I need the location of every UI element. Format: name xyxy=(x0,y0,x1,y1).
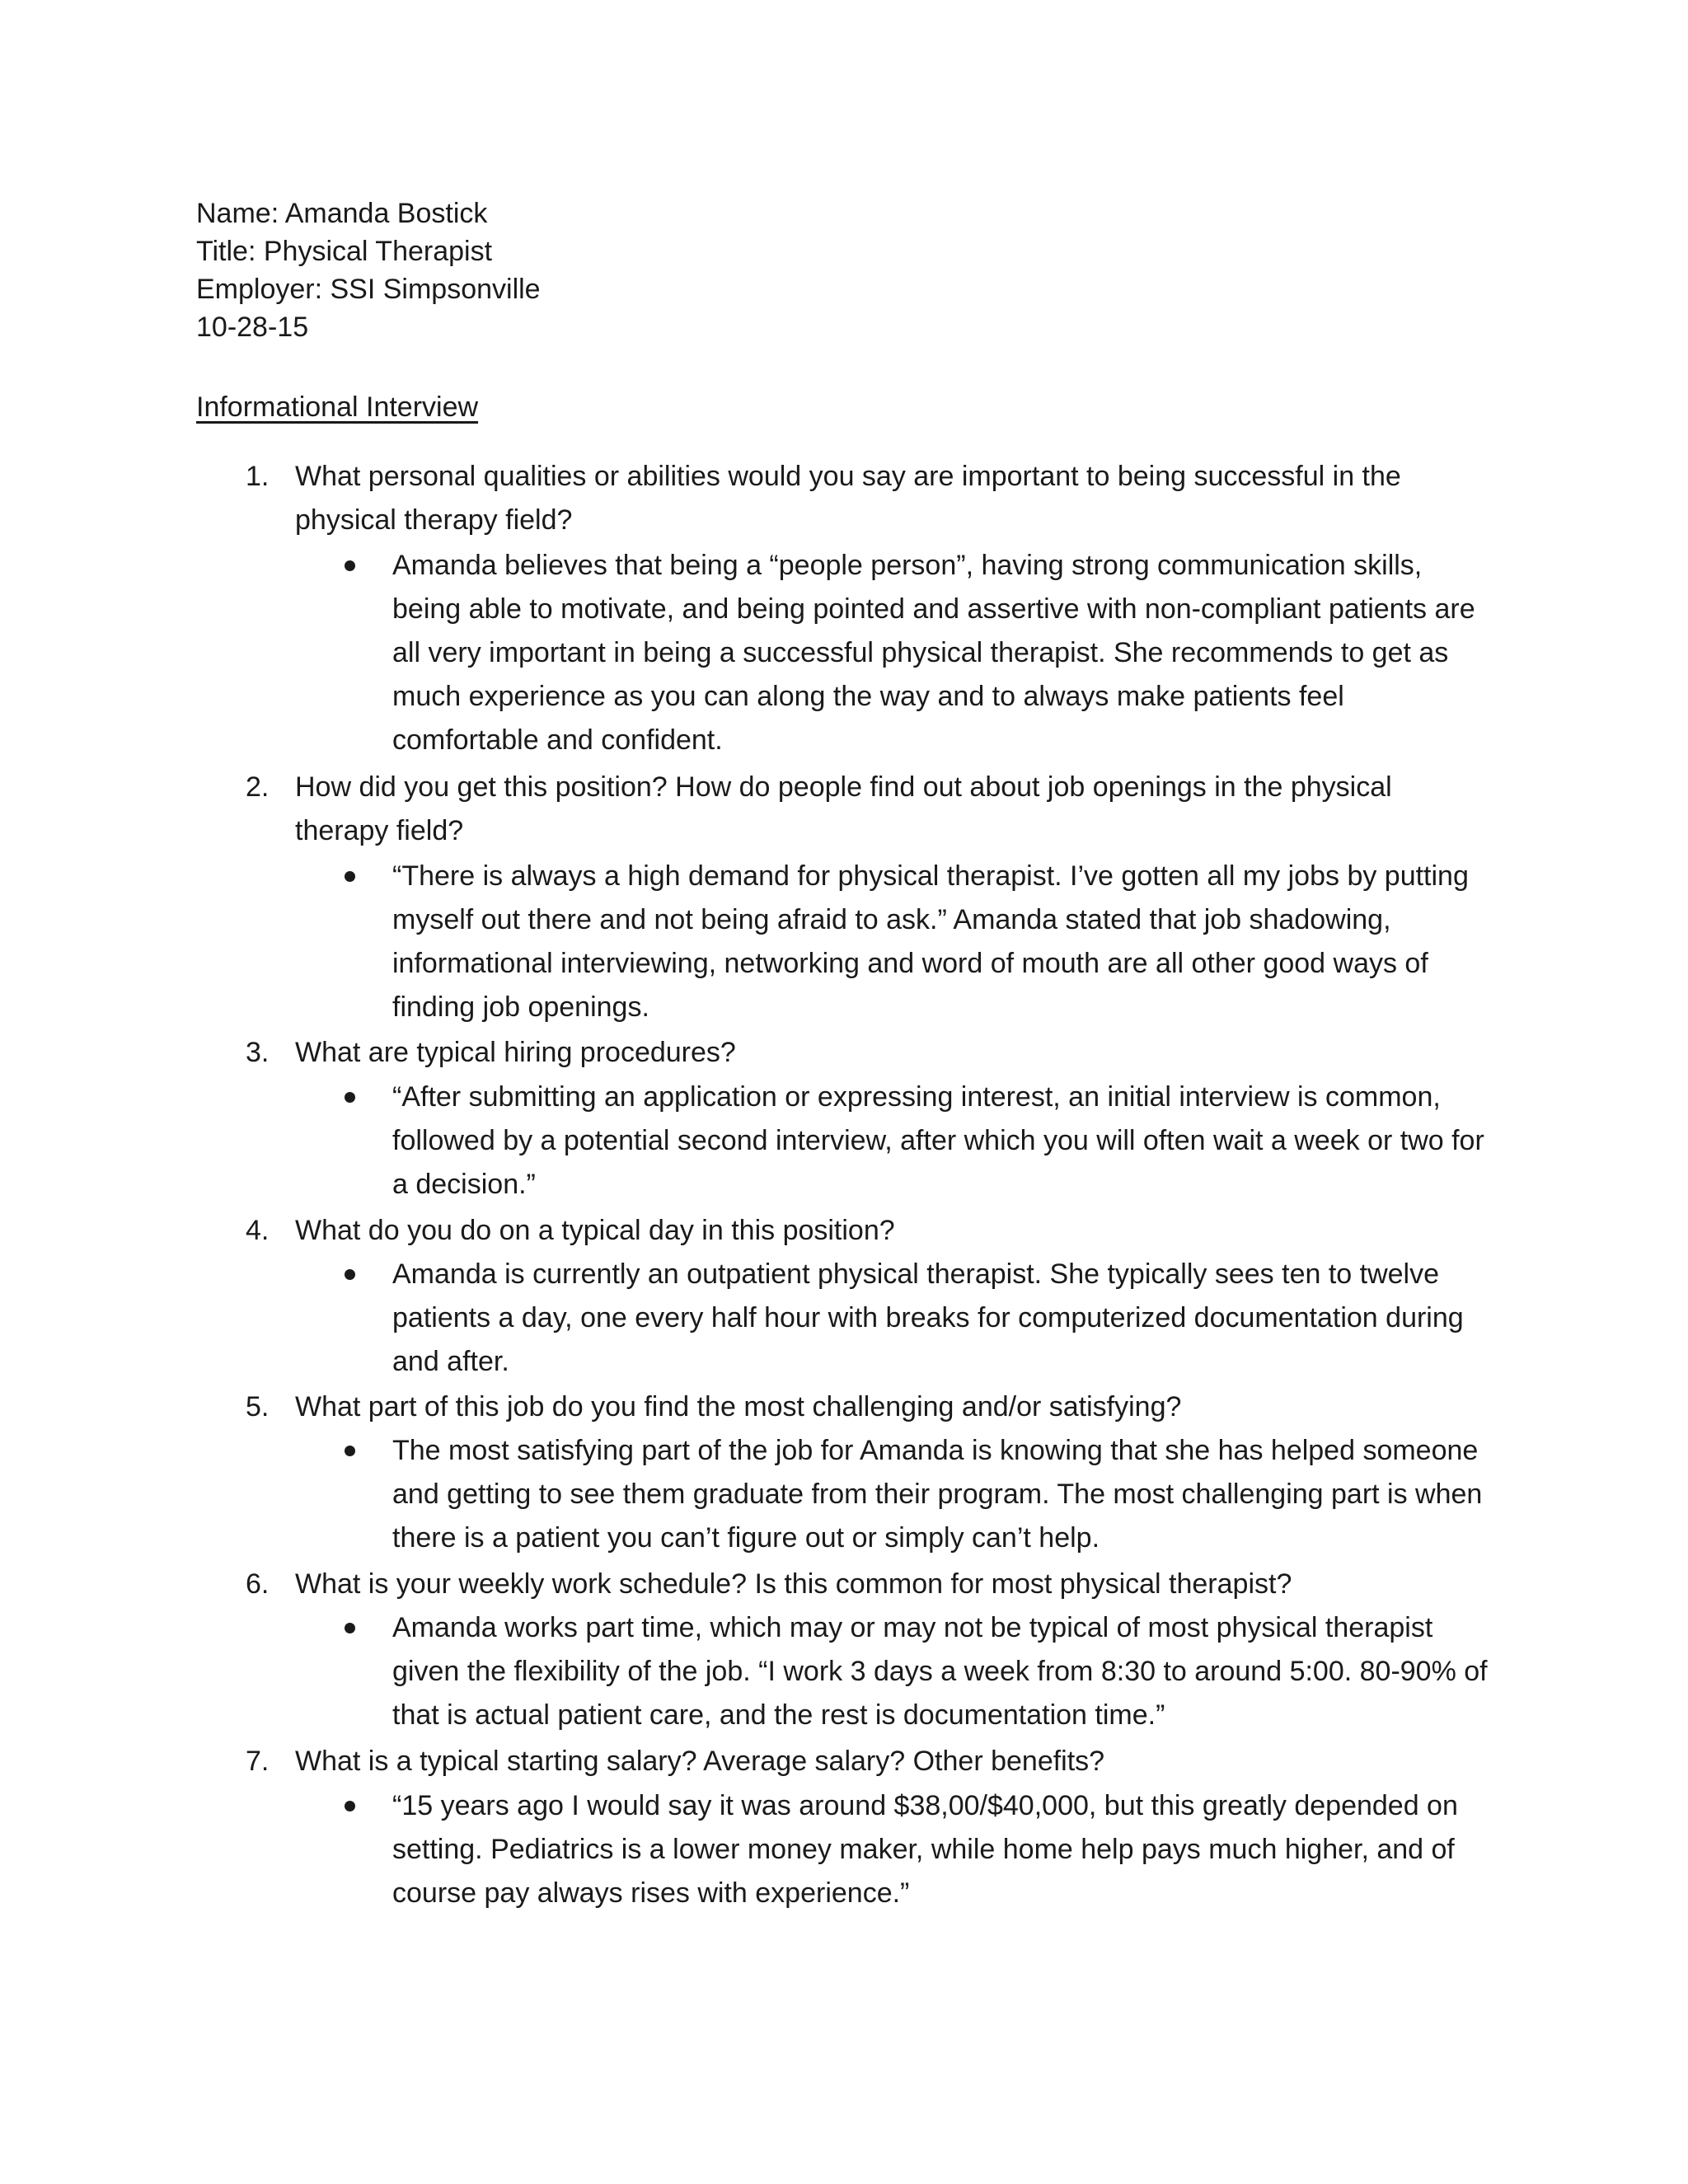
question-text: What are typical hiring procedures? xyxy=(295,1037,736,1068)
bullet-icon xyxy=(345,1076,361,1119)
question-text: What part of this job do you find the most challenging and/or satisfying? xyxy=(295,1391,1182,1422)
answer-text: “After submitting an application or expressing interest, an initial interview is common, followed by a potential second interview, after which you will often wait a week or two for a decision.” xyxy=(392,1081,1484,1200)
bullet-icon xyxy=(345,855,361,898)
interviewee-title: Title: Physical Therapist xyxy=(196,236,493,267)
answer-text: Amanda believes that being a “people person”, having strong communication skills, being able to motivate, and being pointed and assertive with non-compliant patients are all very important in being a successful physical therapist. She recommends to get as much experience as you can along the way and to always make patients feel comfortable and confident. xyxy=(392,550,1475,756)
answer-text: “There is always a high demand for physical therapist. I’ve gotten all my jobs by putting myself out there and not being afraid to ask.” Amanda stated that job shadowing, informational interviewing, networking and word of mouth are all other good ways of finding job openings. xyxy=(392,860,1469,1023)
answer-text: The most satisfying part of the job for Amanda is knowing that she has helped someone and getting to see them graduate from their program. The most challenging part is when there is a patient you can’t figure out or simply can’t help. xyxy=(392,1435,1483,1554)
question-number: 2. xyxy=(246,771,270,803)
answer-text: “15 years ago I would say it was around $38,00/$40,000, but this greatly depended on setting. Pediatrics is a lower money maker, while home help pays much higher, and of course pay always rises with experience.” xyxy=(392,1790,1458,1909)
question-number: 7. xyxy=(246,1746,270,1777)
interview-date: 10-28-15 xyxy=(196,312,309,343)
question-number: 5. xyxy=(246,1391,270,1422)
question-text: What is your weekly work schedule? Is this common for most physical therapist? xyxy=(295,1568,1292,1600)
question-text: What do you do on a typical day in this position? xyxy=(295,1215,895,1246)
bullet-icon xyxy=(345,1429,361,1473)
answer-text: Amanda is currently an outpatient physical therapist. She typically sees ten to twelve patients a day, one every half hour with breaks for computerized documentation during and after. xyxy=(392,1258,1464,1377)
question-number: 1. xyxy=(246,461,270,492)
section-title: Informational Interview xyxy=(196,391,479,423)
interviewee-employer: Employer: SSI Simpsonville xyxy=(196,274,541,305)
question-number: 3. xyxy=(246,1037,270,1068)
answer-text: Amanda works part time, which may or may not be typical of most physical therapist given the flexibility of the job. “I work 3 days a week from 8:30 to around 5:00. 80-90% of that is actual patient care, and the rest is documentation time.” xyxy=(392,1612,1488,1731)
question-number: 4. xyxy=(246,1215,270,1246)
bullet-icon xyxy=(345,1606,361,1650)
question-text: What is a typical starting salary? Average salary? Other benefits? xyxy=(295,1746,1105,1777)
bullet-icon xyxy=(345,1784,361,1828)
bullet-icon xyxy=(345,544,361,588)
bullet-icon xyxy=(345,1253,361,1296)
question-text: How did you get this position? How do people find out about job openings in the physical therapy field? xyxy=(295,771,1392,846)
question-number: 6. xyxy=(246,1568,270,1600)
question-text: What personal qualities or abilities would you say are important to being successful in the physical therapy field? xyxy=(295,461,1401,536)
interviewee-name: Name: Amanda Bostick xyxy=(196,198,488,229)
